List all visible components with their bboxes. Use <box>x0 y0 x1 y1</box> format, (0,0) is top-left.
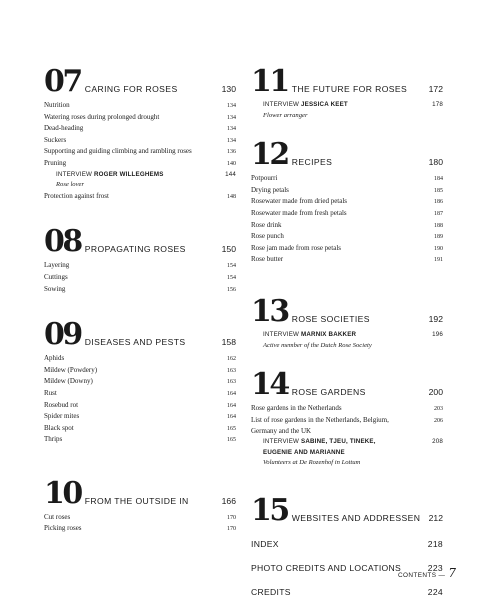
entry-label: Potpourri <box>251 174 278 183</box>
entry-label: Black spot <box>44 423 74 432</box>
toc-entry[interactable] <box>44 272 236 284</box>
section-07 <box>44 64 236 202</box>
entry-page: 184 <box>434 176 443 183</box>
section-number: 09 <box>44 317 81 353</box>
entry-label: Rosewater made from fresh petals <box>251 208 347 217</box>
section-title: CARING FOR ROSES <box>84 84 178 94</box>
toc-entry[interactable] <box>44 123 236 135</box>
interview-name: JESSICA KEET <box>301 101 348 108</box>
section-page: 150 <box>221 244 236 255</box>
section-title: PROPAGATING ROSES <box>84 244 186 255</box>
entry-label: List of rose gardens in the Netherlands, Belgium, <box>251 415 389 424</box>
entry-page: 188 <box>434 222 443 229</box>
entry-label: Watering roses during prolonged drought <box>44 112 160 121</box>
section-header[interactable] <box>251 137 443 173</box>
entry-label: Rose punch <box>251 232 284 241</box>
entry-label: Dead-heading <box>44 124 84 133</box>
section-14 <box>251 367 443 469</box>
entry-label: Protection against frost <box>44 191 109 200</box>
toc-entry[interactable] <box>251 220 443 232</box>
entry-page: 223 <box>427 562 443 573</box>
section-number: 07 <box>44 64 81 99</box>
entry-page: 164 <box>227 390 236 397</box>
toc-left-column <box>44 64 236 561</box>
entry-label: Cut roses <box>44 512 71 521</box>
toc-entry[interactable] <box>44 512 236 524</box>
toc-entry[interactable] <box>44 191 236 203</box>
entry-label: Cuttings <box>44 272 68 281</box>
toc-entry[interactable] <box>44 158 236 170</box>
entry-label: Rose drink <box>251 220 282 229</box>
interview-entry[interactable] <box>251 437 443 448</box>
entry-label: Pruning <box>44 158 67 167</box>
section-page: 212 <box>428 512 443 523</box>
section-page: 158 <box>221 337 236 348</box>
toc-entry[interactable] <box>44 434 236 446</box>
section-number: 08 <box>44 224 81 260</box>
toc-entry[interactable] <box>251 185 443 197</box>
entry-label: Supporting and guiding climbing and rambling roses <box>44 147 192 156</box>
entry-page: 140 <box>227 160 236 167</box>
section-number: 10 <box>44 475 81 511</box>
entry-page: 163 <box>227 367 236 374</box>
interview-prefix: INTERVIEW <box>263 437 300 445</box>
section-11 <box>251 64 443 121</box>
entry-page: 191 <box>434 257 443 264</box>
section-header[interactable] <box>44 317 236 353</box>
toc-entry[interactable] <box>44 423 236 435</box>
entry-label: Suckers <box>44 135 67 144</box>
toc-entry[interactable] <box>44 523 236 535</box>
toc-entry[interactable] <box>251 173 443 185</box>
entry-label: Drying petals <box>251 185 289 194</box>
toc-credits[interactable] <box>251 587 443 598</box>
section-08 <box>44 224 236 295</box>
interview-prefix: INTERVIEW <box>263 330 300 338</box>
entry-label: CREDITS <box>251 586 291 597</box>
entry-page: 136 <box>227 149 236 156</box>
section-10 <box>44 475 236 535</box>
section-page: 200 <box>428 387 443 398</box>
interview-entry[interactable] <box>251 100 443 111</box>
toc-entry[interactable] <box>251 403 443 415</box>
entry-page: 154 <box>227 263 236 270</box>
entry-page: 165 <box>227 437 236 444</box>
entry-page: 189 <box>434 234 443 241</box>
section-13 <box>251 293 443 351</box>
entry-page: 134 <box>227 114 236 121</box>
section-number: 12 <box>251 137 288 173</box>
entry-page: 170 <box>227 514 236 521</box>
section-12 <box>251 137 443 266</box>
entry-label: Layering <box>44 261 70 270</box>
entry-page: 224 <box>427 586 443 597</box>
section-09 <box>44 317 236 446</box>
toc-entry[interactable] <box>44 100 236 112</box>
toc-entry[interactable] <box>44 353 236 365</box>
section-title: THE FUTURE FOR ROSES <box>291 84 408 94</box>
entry-label: Mildew (Powdery) <box>44 365 98 374</box>
entry-label: Rose gardens in the Netherlands <box>251 404 342 413</box>
toc-entry[interactable] <box>251 254 443 266</box>
toc-entry[interactable] <box>251 231 443 243</box>
interview-role: Flower arranger <box>263 111 308 119</box>
interview-name: SABINE, TJEU, TINEKE, <box>301 437 376 445</box>
section-header[interactable] <box>44 224 236 260</box>
interview-prefix: INTERVIEW <box>263 101 300 108</box>
interview-role: Volunteers at De Rozenhof in Lottum <box>263 459 361 467</box>
entry-label: Aphids <box>44 354 65 363</box>
toc-index[interactable] <box>251 539 443 550</box>
interview-name: MARNIX BAKKER <box>301 330 357 338</box>
section-title: DISEASES AND PESTS <box>84 337 186 348</box>
entry-page: 148 <box>227 193 236 200</box>
section-page: 166 <box>221 495 236 506</box>
entry-page: 187 <box>434 210 443 217</box>
page-footer <box>398 566 456 580</box>
entry-label: INDEX <box>251 538 279 549</box>
toc-entry[interactable] <box>44 112 236 124</box>
toc-entry[interactable] <box>44 388 236 400</box>
toc-entry[interactable] <box>44 146 236 158</box>
entry-page: 186 <box>434 199 443 206</box>
entry-label: Mildew (Downy) <box>44 377 93 386</box>
section-header[interactable] <box>251 492 443 528</box>
entry-page: 134 <box>227 103 236 109</box>
interview-entry-continued[interactable] <box>251 448 443 459</box>
entry-page: 144 <box>225 170 236 178</box>
entry-label: Rosewater made from dried petals <box>251 197 348 206</box>
section-number: 11 <box>251 64 288 99</box>
entry-page: 163 <box>227 379 236 386</box>
entry-page: 154 <box>227 274 236 281</box>
interview-prefix: INTERVIEW <box>56 170 93 178</box>
entry-page: 196 <box>432 330 443 338</box>
page-number: 7 <box>448 566 456 580</box>
toc-entry[interactable] <box>251 415 443 427</box>
entry-page: 164 <box>227 414 236 421</box>
section-number: 15 <box>251 492 288 528</box>
toc-right-column <box>251 64 446 598</box>
entry-page: 185 <box>434 187 443 194</box>
entry-label: Rose butter <box>251 255 284 264</box>
toc-entry[interactable] <box>44 284 236 296</box>
entry-label: Sowing <box>44 284 66 293</box>
entry-page: 203 <box>434 406 443 413</box>
interview-role: Active member of the Dutch Rose Society <box>263 341 372 349</box>
entry-page: 134 <box>227 126 236 133</box>
toc-entry[interactable] <box>44 400 236 412</box>
section-header[interactable] <box>44 64 236 99</box>
entry-page: 178 <box>432 101 443 108</box>
entry-label: Germany and the UK <box>251 427 312 436</box>
entry-page: 170 <box>227 526 236 533</box>
section-page: 180 <box>428 157 443 168</box>
section-header[interactable] <box>251 293 443 329</box>
section-title: RECIPES <box>291 157 333 168</box>
entry-label: Spider mites <box>44 412 80 421</box>
entry-page: 134 <box>227 137 236 144</box>
interview-name: ROGER WILLEGHEMS <box>94 170 164 178</box>
entry-page: 218 <box>427 538 443 549</box>
entry-label: Rosebud rot <box>44 400 79 409</box>
entry-label: Thrips <box>44 435 63 444</box>
entry-page: 164 <box>227 402 236 409</box>
toc-entry[interactable] <box>251 196 443 208</box>
entry-page: 165 <box>227 425 236 432</box>
toc-entry[interactable] <box>44 365 236 377</box>
section-title: WEBSITES AND ADDRESSEN <box>291 512 421 523</box>
entry-label: Picking roses <box>44 524 82 533</box>
interview-entry[interactable] <box>44 170 236 181</box>
entry-page: 190 <box>434 245 443 252</box>
entry-label: Rust <box>44 388 57 397</box>
entry-label: PHOTO CREDITS AND LOCATIONS <box>251 562 402 573</box>
toc-entry[interactable] <box>251 243 443 255</box>
entry-page: 162 <box>227 356 236 363</box>
toc-entry[interactable] <box>44 376 236 388</box>
section-header[interactable] <box>251 64 443 99</box>
entry-page: 156 <box>227 286 236 293</box>
section-page: 172 <box>428 84 443 94</box>
entry-label: Nutrition <box>44 101 70 109</box>
entry-label: Rose jam made from rose petals <box>251 243 342 252</box>
section-title: FROM THE OUTSIDE IN <box>84 495 189 506</box>
section-page: 192 <box>428 313 443 324</box>
toc-entry-continued[interactable] <box>251 426 443 437</box>
section-header[interactable] <box>44 475 236 511</box>
interview-entry[interactable] <box>251 330 443 341</box>
entry-page: 206 <box>434 417 443 424</box>
toc-entry[interactable] <box>251 208 443 220</box>
entry-page: 208 <box>432 437 443 445</box>
toc-entry[interactable] <box>44 260 236 272</box>
section-page: 130 <box>221 84 236 94</box>
interview-role: Rose lover <box>56 181 85 189</box>
section-15 <box>251 492 443 528</box>
section-number: 14 <box>251 367 288 403</box>
interview-name: EUGENIE AND MARIANNE <box>263 448 345 456</box>
section-title: ROSE SOCIETIES <box>291 313 370 324</box>
section-header[interactable] <box>251 367 443 403</box>
toc-entry[interactable] <box>44 135 236 147</box>
section-number: 13 <box>251 293 288 329</box>
footer-label: CONTENTS — <box>398 572 446 579</box>
toc-entry[interactable] <box>44 411 236 423</box>
section-title: ROSE GARDENS <box>291 387 366 398</box>
